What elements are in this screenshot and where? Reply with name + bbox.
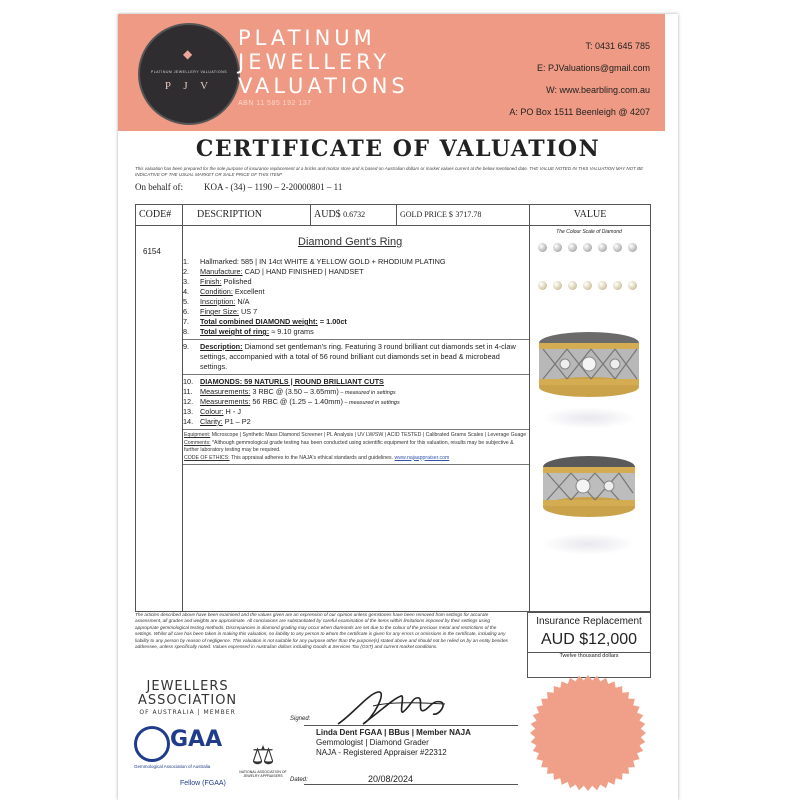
list-item	[183, 267, 529, 277]
diamond-icon	[583, 243, 592, 252]
header-banner	[118, 14, 665, 131]
jewellers-association-logo	[138, 680, 237, 716]
diamond-icon	[613, 281, 622, 290]
gaa-name: GAA	[170, 727, 223, 752]
abn: ABN 11 585 192 137	[238, 100, 312, 107]
insurance-value-words: Twelve thousand dollars	[559, 653, 619, 659]
brand-line-2: JEWELLERY	[238, 50, 391, 74]
header-aud	[311, 205, 397, 225]
pjv-logo	[138, 23, 240, 125]
aud-label: AUD$	[314, 209, 341, 220]
divider	[183, 374, 529, 375]
equipment-note	[183, 432, 529, 440]
list-item	[183, 277, 529, 287]
item-text: = 1.00ct	[317, 317, 347, 326]
ring-reflection	[541, 533, 637, 555]
gaa-fellow: Fellow (FGAA)	[180, 780, 226, 787]
item-label: Finger Size:	[200, 307, 239, 316]
ring-photo	[537, 329, 641, 399]
item-number: 5.	[183, 297, 190, 306]
diamond-icon	[628, 243, 637, 252]
on-behalf	[135, 182, 343, 192]
list-item	[183, 407, 529, 417]
logo-initials: P J V	[164, 80, 214, 92]
grader-registration: NAJA - Registered Appraiser #22312	[316, 748, 447, 757]
insurance-value: AUD $12,000	[540, 631, 638, 648]
signature	[333, 684, 453, 729]
item-title: Diamond Gent's Ring	[298, 236, 403, 248]
item-list	[183, 257, 529, 467]
ring-photo	[537, 453, 641, 523]
item-number: 12.	[183, 397, 194, 406]
diamond-icon	[553, 243, 562, 252]
diamond-icon	[598, 281, 607, 290]
contact-web: W: www.bearbling.com.au	[546, 85, 650, 95]
item-label: Measurements:	[200, 387, 251, 396]
list-item	[183, 317, 529, 327]
list-item	[183, 297, 529, 307]
contact-email: E: PJValuations@gmail.com	[536, 63, 650, 73]
item-number: 7.	[183, 317, 190, 326]
diamond-icon	[538, 281, 547, 290]
header-value: VALUE	[573, 209, 607, 220]
behalf-value: KOA - (34) – 1190 – 2-20000801 – 11	[204, 182, 343, 192]
item-number: 6.	[183, 307, 190, 316]
item-text: N/A	[235, 297, 250, 306]
list-item	[183, 287, 529, 297]
list-item	[183, 387, 529, 397]
item-label: Colour:	[200, 407, 224, 416]
item-note: – measured in settings	[342, 400, 400, 406]
item-number: 13.	[183, 407, 194, 416]
diamond-icon: ◆	[183, 47, 193, 61]
ethics-label: CODE OF ETHICS:	[184, 454, 230, 461]
list-item	[183, 417, 529, 427]
item-label: Condition:	[200, 287, 233, 296]
equipment-text: Microscope | Synthetic Mass Diamond Screener | PL Analysis | UV LW/SW | ACID TESTED | Calibrated Grams Scales | Leverage Guage	[210, 432, 527, 438]
intro-text: This valuation has been prepared for the sole purpose of insurance replacement at a bricks and mortar store and is based on Australian dollars or market values current at the below mentioned date. THE VALUE NOTED IN THIS VALUATION MAY NOT BE INDICATIVE OF THE USUAL MARKET OR SALE PRICE OF THIS ITEM*	[135, 166, 644, 177]
item-text: US 7	[238, 307, 258, 316]
item-label: Description:	[200, 342, 243, 351]
item-number: 3.	[183, 277, 190, 286]
item-label: Clarity:	[200, 417, 223, 426]
list-item	[183, 342, 529, 372]
insurance-box	[527, 612, 651, 678]
item-text: 3 RBC @ (3.50 – 3.65mm)	[250, 387, 339, 396]
naja-text: NATIONAL ASSOCIATION OF JEWELRY APPRAISERS	[239, 770, 287, 778]
gold-label: GOLD PRICE $	[400, 210, 453, 219]
item-number: 1.	[183, 257, 190, 266]
gaa-emblem-icon	[134, 726, 170, 762]
signed-label: Signed:	[290, 716, 311, 722]
aud-value: 0.6732	[343, 210, 366, 219]
grader-name: Linda Dent FGAA | BBus | Member NAJA	[316, 728, 471, 737]
valuation-table	[135, 204, 651, 612]
contact-phone: T: 0431 645 785	[585, 41, 650, 51]
item-label: Total weight of ring:	[200, 327, 270, 336]
item-note: – measured in settings	[338, 390, 396, 396]
naja-link[interactable]: www.najaappraiser.com	[394, 454, 450, 461]
list-item	[183, 307, 529, 317]
logo-text: PLATINUM JEWELLERY VALUATIONS	[150, 70, 228, 74]
item-label: Finish:	[200, 277, 222, 286]
equipment-label: Equipment:	[184, 432, 211, 438]
valuation-date: 20/08/2024	[368, 774, 414, 784]
header-gold	[397, 205, 530, 225]
item-number: 11.	[183, 387, 193, 396]
behalf-label: On behalf of:	[135, 182, 183, 192]
item-label: Inscription:	[200, 297, 236, 306]
ja-line-2: ASSOCIATION	[138, 693, 238, 708]
diamond-icon	[538, 243, 547, 252]
list-item	[183, 327, 529, 337]
item-label: Total combined DIAMOND weight:	[200, 317, 318, 326]
item-label: DIAMONDS: 59 NATURLS | ROUND BRILLIANT CUTS	[200, 377, 384, 386]
diamond-icon	[613, 243, 622, 252]
divider	[136, 225, 650, 226]
item-text: Polished	[221, 277, 252, 286]
item-text: CAD | HAND FINISHED | HANDSET	[242, 267, 364, 276]
item-number: 10.	[183, 377, 194, 386]
certificate-page	[118, 14, 678, 800]
brand-name	[238, 26, 409, 98]
item-number: 9.	[183, 342, 190, 351]
header-code: CODE#	[136, 205, 183, 225]
insurance-heading: Insurance Replacement	[536, 616, 642, 627]
seal-icon	[529, 674, 647, 792]
divider	[529, 225, 530, 611]
naja-logo	[238, 740, 288, 778]
item-number: 14.	[183, 417, 194, 426]
colour-scale-title: The Colour Scale of Diamond	[556, 229, 622, 235]
comments-note	[183, 440, 529, 455]
date-line	[304, 784, 518, 785]
comments-label: Comments:	[184, 439, 211, 446]
item-code: 6154	[143, 247, 161, 256]
header-description: DESCRIPTION	[183, 205, 311, 225]
grader-details	[316, 728, 471, 758]
item-text: Excellent	[232, 287, 265, 296]
ring-reflection	[541, 407, 637, 429]
list-item	[183, 257, 529, 267]
signature-line	[304, 725, 518, 726]
item-number: 2.	[183, 267, 190, 276]
item-label: Manufacture:	[200, 267, 243, 276]
ja-line-1: JEWELLERS	[146, 679, 229, 694]
gold-value: 3717.78	[455, 210, 482, 219]
item-text: P1 – P2	[222, 417, 251, 426]
diamond-colour-scale	[534, 229, 644, 309]
item-text: ≈ 9.10 grams	[269, 327, 314, 336]
item-text: 56 RBC @ (1.25 – 1.40mm)	[250, 397, 343, 406]
item-text: Hallmarked: 585 | IN 14ct WHITE & YELLOW GOLD + RHODIUM PLATING	[200, 257, 446, 266]
gaa-subtitle: Gemmological Association of Australia	[134, 764, 211, 769]
brand-line-3: VALUATIONS	[238, 74, 409, 98]
grader-role: Gemmologist | Diamond Grader	[316, 738, 429, 747]
scales-icon: ⚖	[251, 740, 275, 770]
brand-line-1: PLATINUM	[238, 26, 376, 50]
ja-line-3: OF AUSTRALIA | MEMBER	[139, 709, 236, 716]
comments-text: *Although gemmological grade testing has been conducted using scientific equipment for this valuation, results may be subjective & further laboratory testing may be required.	[184, 439, 514, 453]
ethics-text: This appraisal adheres to the NAJA's ethical standards and guidelines.	[229, 454, 394, 461]
contact-address: A: PO Box 1511 Beenleigh @ 4207	[509, 107, 650, 117]
certificate-title: CERTIFICATE OF VALUATION	[195, 136, 601, 162]
item-label: Measurements:	[200, 397, 251, 406]
diamond-icon	[568, 243, 577, 252]
list-item	[183, 377, 529, 387]
item-number: 4.	[183, 287, 190, 296]
diamond-icon	[583, 281, 592, 290]
divider	[183, 339, 529, 340]
item-text: H - J	[223, 407, 241, 416]
diamond-icon	[598, 243, 607, 252]
diamond-icon	[553, 281, 562, 290]
item-text: Diamond set gentleman's ring. Featuring 3 round brilliant cut diamonds set in 4-claw settings, accompanied with a total of 56 round brilliant cut diamonds set in bead & microbead settings.	[200, 342, 516, 371]
dated-label: Dated:	[290, 777, 308, 783]
diamond-icon	[628, 281, 637, 290]
divider	[183, 464, 529, 465]
item-number: 8.	[183, 327, 190, 336]
ethics-note	[183, 455, 529, 463]
divider	[183, 429, 529, 430]
diamond-icon	[568, 281, 577, 290]
list-item	[183, 397, 529, 407]
disclaimer-text: The articles described above have been examined and the values given are an expression of our opinion unless gemstones have been removed from settings for accurate assessment, all grades and weights are approximate. All conclusions are substantiated by careful examination of the items within limitations imposed by their settings using appropriate gemmological testing methods. Discrepancies in diamond grading may occur when diamonds are set due to the colour of the precious metal and restrictions of the settings. Whilst all care has been taken in making this valuation, no liability to any person to whom the certificate is given for any errors or omissions in the certificate, including any liability to any person by reason of negligence. This valuation is not suitable for any purpose other than the purpose(s) stated above and should not be relied on by an entity besides addressee, unless specifically noted. Values expressed in Australian dollars including Goods & Services Tax (GST) and current market conditions.	[135, 612, 508, 650]
